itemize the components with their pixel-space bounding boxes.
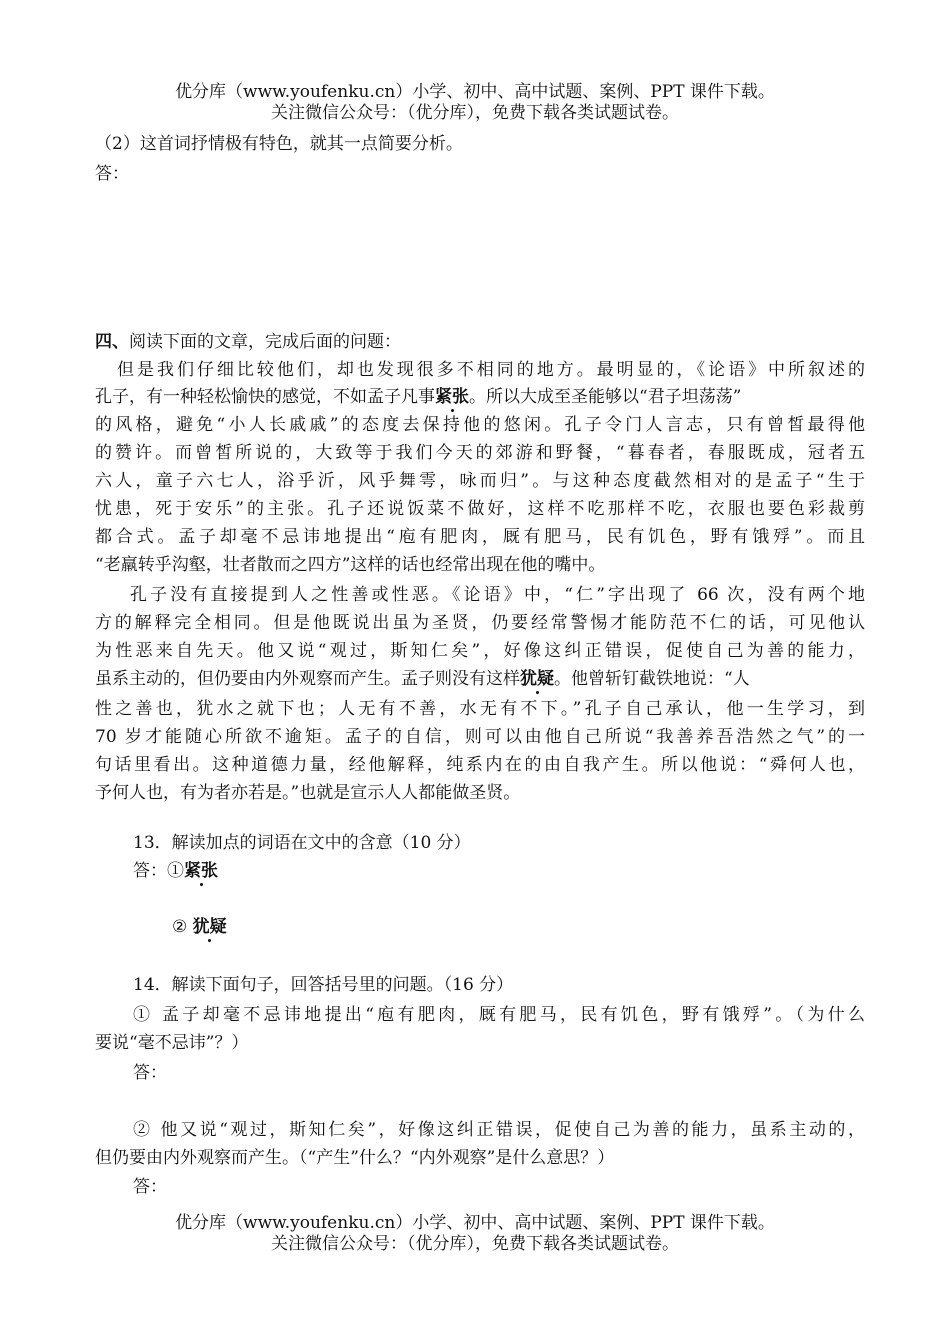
p1-line-6: 忧患，死于安乐”的主张。孔子还说饭菜不做好，这样不吃那样不吃，衣服也要色彩裁剪 xyxy=(95,499,865,519)
p1-line-1: 但是我们仔细比较他们，却也发现很多不相同的地方。最明显的，《论语》中所叙述的 xyxy=(117,360,865,380)
q14-sentence-2b: 但仍要由内外观察而产生。（“产生”什么？“内外观察”是什么意思？） xyxy=(95,1148,615,1168)
q14-answer-2: 答： xyxy=(133,1177,167,1197)
section4-title: 阅读下面的文章，完成后面的问题： xyxy=(129,332,401,352)
p2-line-4b: 。他曾斩钉截铁地说：“人 xyxy=(554,669,750,689)
p2-line-2: 方的解释完全相同。但是他既说出虽为圣贤，仍要经常警惕才能防范不仁的话，可见他认 xyxy=(95,613,865,633)
q14-answer-1: 答： xyxy=(133,1063,167,1083)
p1-line-2a: 孔子，有一种轻松愉快的感觉，不如孟子凡事 xyxy=(95,387,435,407)
p2-line-3: 为性恶来自先天。他又说“观过，斯知仁矣”，好像这纠正错误，促使自己为善的能力， xyxy=(95,641,865,661)
q2-prompt: （2）这首词抒情极有特色，就其一点简要分析。 xyxy=(95,134,463,154)
q2-answer-label: 答： xyxy=(95,164,129,184)
keyword-jinzhang: 紧张 xyxy=(435,387,469,407)
p1-line-8: “老羸转乎沟壑，壮者散而之四方”这样的话也经常出现在他的嘴中。 xyxy=(95,555,606,575)
q14-sentence-2a: ② 他又说“观过，斯知仁矣”，好像这纠正错误，促使自己为善的能力，虽系主动的， xyxy=(133,1120,865,1140)
q13-answer-prefix: 答：① xyxy=(133,861,184,881)
p1-line-2b: 。所以大成至圣能够以“君子坦荡荡” xyxy=(469,387,742,407)
q14-prompt: 14．解读下面句子，回答括号里的问题。（16 分） xyxy=(133,975,514,995)
p1-line-4: 的赞许。而曾皙所说的，大致等于我们今天的郊游和野餐，“暮春者，春服既成，冠者五 xyxy=(95,443,865,463)
p1-line-3: 的风格，避免“小人长戚戚”的态度去保持他的悠闲。孔子令门人言志，只有曾皙最得他 xyxy=(95,415,865,435)
footer-line-2: 关注微信公众号：（优分库），免费下载各类试题试卷。 xyxy=(271,1234,679,1254)
p2-line-7: 句话里看出。这种道德力量，经他解释，纯系内在的由自我产生。所以他说：“舜何人也， xyxy=(95,755,865,775)
q13-keyword-youyi: 犹疑 xyxy=(192,917,227,937)
p2-line-5: 性之善也，犹水之就下也；人无有不善，水无有不下。”孔子自己承认，他一生学习，到 xyxy=(95,699,865,719)
p2-line-6: 70 岁才能随心所欲不逾矩。孟子的自信，则可以由他自己所说“我善养吾浩然之气”的一 xyxy=(95,727,865,747)
p2-line-8: 予何人也，有为者亦若是。”也就是宣示人人都能做圣贤。 xyxy=(95,783,521,803)
q13-answer-1 xyxy=(133,861,903,881)
keyword-youyi: 犹疑 xyxy=(520,669,554,689)
p2-line-4a: 虽系主动的，但仍要由内外观察而产生。孟子则没有这样 xyxy=(95,669,520,689)
q13-answer-2 xyxy=(172,917,942,937)
header-line-2: 关注微信公众号：（优分库），免费下载各类试题试卷。 xyxy=(271,103,679,123)
p1-line-7: 都合式。孟子却毫不忌讳地提出“庖有肥肉，厩有肥马，民有饥色，野有饿殍”。而且 xyxy=(95,527,865,547)
q13-keyword-jinzhang: 紧张 xyxy=(184,861,218,881)
p2-line-1: 孔子没有直接提到人之性善或性恶。《论语》中，“仁”字出现了 66 次，没有两个地 xyxy=(130,585,865,605)
footer-line-1: 优分库（www.youfenku.cn）小学、初中、高中试题、案例、PPT 课件下载。 xyxy=(175,1213,775,1233)
p1-line-2 xyxy=(95,387,865,407)
q14-sentence-1b: 要说“毫不忌讳”？） xyxy=(95,1033,249,1053)
section4-number: 四、 xyxy=(95,332,129,352)
section4-heading xyxy=(95,332,865,352)
p2-line-4 xyxy=(95,669,865,689)
q13-prompt: 13．解读加点的词语在文中的含意（10 分） xyxy=(133,833,471,853)
q13-item2-prefix: ② xyxy=(172,917,193,937)
q14-sentence-1a: ① 孟子却毫不忌讳地提出“庖有肥肉，厩有肥马，民有饥色，野有饿殍”。（为什么 xyxy=(133,1005,865,1025)
header-line-1: 优分库（www.youfenku.cn）小学、初中、高中试题、案例、PPT 课件下载。 xyxy=(175,82,775,102)
p1-line-5: 六人，童子六七人，浴乎沂，风乎舞雩，咏而归”。与这种态度截然相对的是孟子“生于 xyxy=(95,471,865,491)
